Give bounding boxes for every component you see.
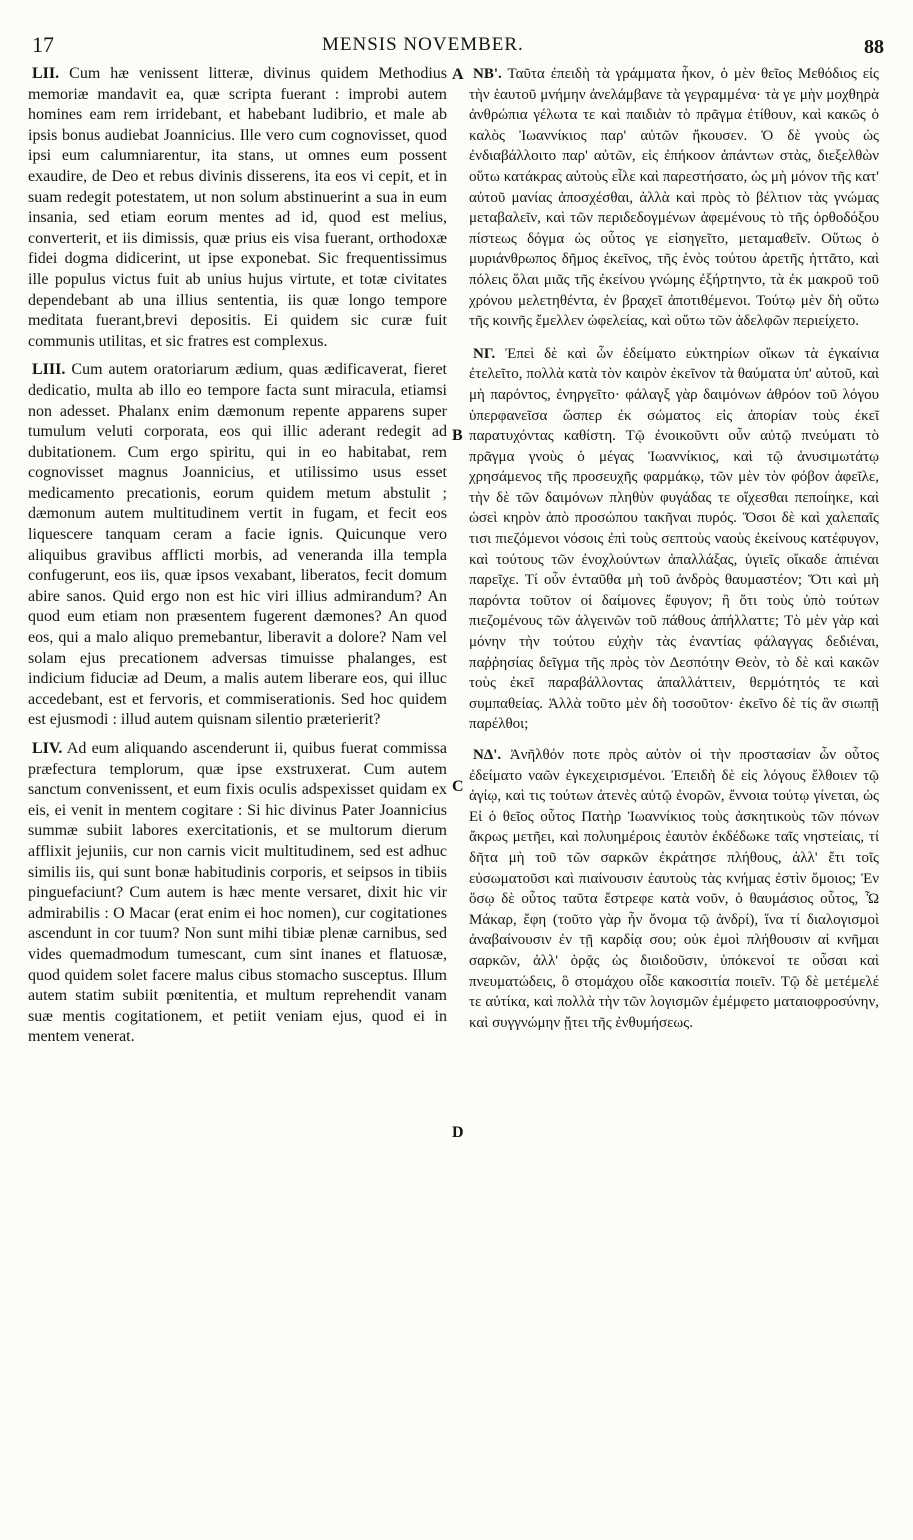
running-title: MENSIS NOVEMBER. (322, 34, 524, 55)
latin-section-54 (28, 739, 447, 1048)
section-number: LII. (32, 65, 60, 82)
margin-marker-b: B (452, 427, 463, 444)
latin-section-52 (28, 64, 447, 352)
latin-section-53 (28, 360, 447, 731)
margin-marker-d: D (452, 1124, 464, 1141)
page-number-right: 88 (864, 36, 884, 58)
section-number: ΝΔ'. (473, 747, 502, 763)
section-text: Ἐπεὶ δὲ καὶ ὧν ἐδείματο εὐκτηρίων οἴκων τὰ ἐγκαίνια ἐτελεῖτο, πολλὰ κατὰ τὸν καιρὸν ἐκεῖνον τὰ θαύματα ὑπ' αὐτοῦ, καὶ μὴ παρόντος, ἐνηργεῖτο· φάλαγξ γὰρ δαιμόνων ἀθρόον τοῦ λόγου ὑπερφανεῖσα ὥσπερ ἐκ σώματος εἰς ἀπορίαν τοὺς ἐκεῖ παρατυχόντας καθίστη. Τῷ ἐνοικοῦντι οὖν αὐτῷ πνεύματι τὸ πρᾶγμα γνοὺς ὁ μέγας Ἰωαννίκιος, καὶ τῷ ἀνυσιμωτάτῳ χρησάμενος τῆς προσευχῆς φαρμάκῳ, τῶν μὲν τὸν φόβον ἀφεῖλε, τὴν δὲ τῶν δαιμόνων πληθὺν φυγάδας τε οἴχεσθαι πεποίηκε, καὶ ὡσεὶ κηρὸν ἀπὸ προσώπου τακῆναι πυρός. Ὅσοι δὲ καὶ χαλεπαῖς τισι πιεζόμενοι νόσοις ἐπὶ τοὺς σεπτοὺς ναοὺς ἐκείνους κατέφυγον, καὶ τούτους τῶν ἐνοχλούντων ἀπαλλάξας, ὑγιεῖς οἴκαδε ἀπιέναι παρεῖχε. Τί οὖν ἐνταῦθα μὴ τοῦ ἀνδρὸς θαυμαστέον; Ὅτι καὶ μὴ παρόντα τοῦτον οἱ δαίμονες ἔφυγον; ἢ ὅτι τοὺς ὑπὸ τούτων πιεζομένους τῶν ἀλγεινῶν τοῦ πάθους ἀπήλλαττε; Τὸ μὲν γὰρ καὶ μόνην τὴν τούτου εὐχὴν τὰς ἐναντίας φάλαγγας δεδιέναι, παῤῥησίας δεῖγμα τῆς πρὸς τὸν Δεσπότην Θεὸν, τὸ δὲ καὶ κακῶν τοὺς ἐκεῖ παραβάλλοντας ἀπαλλάττειν, θερμότητός τε καὶ συμπαθείας. Ἀλλὰ τοῦτο μὲν δὴ τοσοῦτον· ἐκεῖνο δὲ τίς ἂν σιωπῇ παρέλθοι; (469, 345, 879, 733)
margin-marker-a: A (452, 66, 464, 83)
section-text: Ad eum aliquando ascenderunt ii, quibus fuerat commissa præfectura templorum, quæ ipse exstruxerat. Cum autem sanctum convenissent, et eum fixis oculis adspexisset quidam ex eis, ei venit in mentem cogitare : Si hic divinus Pater Joannicius summæ subiit labores exercitationis, et se multorum dierum afflixit jejuniis, cur non carnis vicit multitudinem, sed est adhuc similis iis, qui sunt bonæ habitudinis corporis, et seipsos in tibiis pinguefaciunt? Cum autem is hæc mente versaret, dixit hic vir admirabilis : O Macar (erat enim ei hoc nomen), cur cogitationes ascendunt in cor tuum? Non sunt mihi tibiæ plenæ carnibus, sed vides quemadmodum tumescant, cum sint inanes et flatuosæ, quod quidem solet facere malus cibus stomacho susceptus. Illum autem statim subiit pœnitentia, et multum reprehendit vanam suæ mentis cogitationem, et petiit veniam ejus, quod ei in mentem venerat. (28, 740, 447, 1046)
section-number: ΝΒ'. (473, 66, 502, 82)
greek-column (469, 64, 879, 1035)
page-number-left: 17 (32, 32, 54, 57)
greek-section-53 (469, 344, 879, 735)
greek-section-54 (469, 745, 879, 1033)
latin-column (28, 64, 447, 1050)
greek-section-52 (469, 64, 879, 332)
section-text: Ταῦτα ἐπειδὴ τὰ γράμματα ἧκον, ὁ μὲν θεῖος Μεθόδιος εἰς τὴν ἑαυτοῦ μνήμην ἀνελάμβανε τὰ γεγραμμένα· τὰ γε μὴν μοχθηρὰ ἀνθρώπια γέλωτα τε καὶ παιδιὰν τὸ πρᾶγμα ἐτίθουν, καὶ κακῶς ὁ καλὸς Ἰωαννίκιος παρ' αὐτῶν ἤκουσεν. Ὁ δὲ γνοὺς ὡς ἐνδιαβάλλοιτο παρ' αὐτῶν, εἰς ἐπήκοον ἁπάντων στὰς, διεξελθὼν οὕτω κατάκρας αὐτοὺς εἷλε καὶ παρεστήσατο, ὡς μὴ μόνον τῆς κατ' αὐτοῦ μανίας ἀποσχέσθαι, ἀλλὰ καὶ πρὸς τὸ βέλτιον τὰς γνώμας μεταβαλεῖν, καὶ τῶν περιδεδογμένων ἀφεμένους τὸ τῆς ὀρθοδόξου πίστεως δόγμα ὡς οὗτος γε εἰσηγεῖτο, μεταμαθεῖν. Οὕτως ὁ μυριάνθρωπος δῆμος ἐκεῖνος, τῆς ἑνὸς τούτου ἀρετῆς ἡττᾶτο, καὶ πόλεις ὅλαι μιᾶς τῆς ἐκείνου γνώμης ἐξήρτηντο, τὰ ἐκ μακροῦ τοῦ χρόνου μελετηθέντα, ἐν βραχεῖ ἀποτιθέμενοι. Τούτῳ μὲν δὴ οὕτω τῆς κοινῆς ἔμελλεν ὠφελείας, καὶ οὕτω τῶν ἀδελφῶν περιείχετο. (469, 66, 879, 330)
margin-marker-c: C (452, 778, 464, 795)
section-number: LIII. (32, 361, 66, 379)
section-text: Ἀνῆλθόν ποτε πρὸς αὐτὸν οἱ τὴν προστασίαν ὧν οὗτος ἐδείματο ναῶν ἐγκεχειρισμένοι. Ἐπειδὴ δὲ εἰς λόγους ἔλθοιεν τῷ ἁγίῳ, καὶ τις τούτων ἀτενὲς αὐτῷ ἐνορῶν, ἔννοια τούτῳ γίνεται, ὡς Εἰ ὁ θεῖος οὗτος Πατὴρ Ἰωαννίκιος τοὺς ἀσκητικοὺς τῶν πόνων ἄκρως μετῆει, καὶ πολυημέροις ἑαυτὸν ἐκδέδωκε ταῖς νηστείαις, τί δῆτα μὴ τοῦ τῶν σαρκῶν ἐκράτησε πλήθους, ἀλλ' ἔτι τοῖς εὐσωματοῦσι καὶ πιαίνουσιν ἑαυτοὺς τὰς κνήμας ἐστὶν ὅμοιος; Ἐν ὅσῳ δὲ οὗτος ταῦτα ἔστρεφε κατὰ νοῦν, ὁ θαυμάσιος οὗτος, Ὦ Μάκαρ, ἔφη (τοῦτο γὰρ ἦν ὄνομα τῷ ἀνδρί), ἵνα τί διαλογισμοὶ ἀναβαίνουσιν ἐν τῇ καρδίᾳ σου; οὐκ ἐμοὶ πλήθουσιν αἱ κνῆμαι σαρκῶν, ἀλλ' ὁρᾷς ὡς διοιδοῦσιν, ὑπόκενοί τε οὖσαι καὶ πνευματώδεις, ὃ στομάχου οἶδε κακοσιτία ποιεῖν. Τῷ δὲ μετέμελέ τε αὐτίκα, καὶ πολλὰ τὴν τῶν λογισμῶν ἐμέμφετο ματαιοφροσύνην, καὶ συγγνώμην ᾔτει τῆς ἐνθυμήσεως. (469, 747, 879, 1031)
page-header (32, 32, 884, 62)
section-text: Cum autem oratoriarum ædium, quas ædificaverat, fieret dedicatio, multa ab illo eo tempore facta sunt miracula, etiamsi non adesset. Phalanx enim dæmonum repente apparens super tumulum veluti corporata, eos qui illic aderant redegit ad dubitationem. Cum ergo spiritu, qui in eo habitabat, rem cognovisset magnus Joannicius, et utilissimo usus esset medicamento precationis, eorum quidem metum abstulit ; dæmonum autem multitudinem vertit in fugam, et fecit eos liquescere tanquam ceram a facie ignis. Quicunque vero aliquibus gravibus afflicti morbis, ad veneranda illa templa confugerunt, eos iis, quæ ipsos vexabant, liberatos, fecit domum abire sanos. Quid ergo non est hic viri illius admirandum? An quod eum etiam non præsentem fugerent dæmones? An quod eos, qui a malo aliquo premebantur, liberavit a dolore? Nam vel solam ejus precationem adversas timuisse phalanges, est indicium fiduciæ ad Deum, a malis autem liberare eos, qui illuc accedebant, est et fervoris, et commiserationis. Sed hoc quidem est ejusmodi : illud autem quisnam silentio præterierit? (28, 361, 447, 729)
section-number: ΝΓ. (473, 345, 496, 362)
section-text: Cum hæ venissent litteræ, divinus quidem Methodius memoriæ mandavit ea, quæ scripta fuerant : improbi autem homines eam rem irridebant, et habebant ludibrio, et male ab ipsis bonus audiebat Joannicius. Ille vero cum cognovisset, quod ipsi eum calumniarentur, ita stans, ut omnes eum possent exaudire, de Deo et rebus divinis disserens, ita eos vi cepit, et in suam redegit potestatem, ut non solum abstinuerint a sua in eum insania, sed etiam eorum mentes ad id, quod est melius, converterit, et iis dimissis, quæ prius eis visa fuerant, orthodoxæ fidei dogma didicerint, ut ipse exponebat. Sic frequentissimus ille populus victus fuit ab unius hujus virtute, et totæ civitates dependebant ab una illius sententia, iis quæ longo tempore meditata fuerant,brevi depositis. Ei quidem sic curæ fuit communis utilitas, et sic fratres est complexus. (28, 65, 447, 350)
section-number: LIV. (32, 740, 63, 757)
